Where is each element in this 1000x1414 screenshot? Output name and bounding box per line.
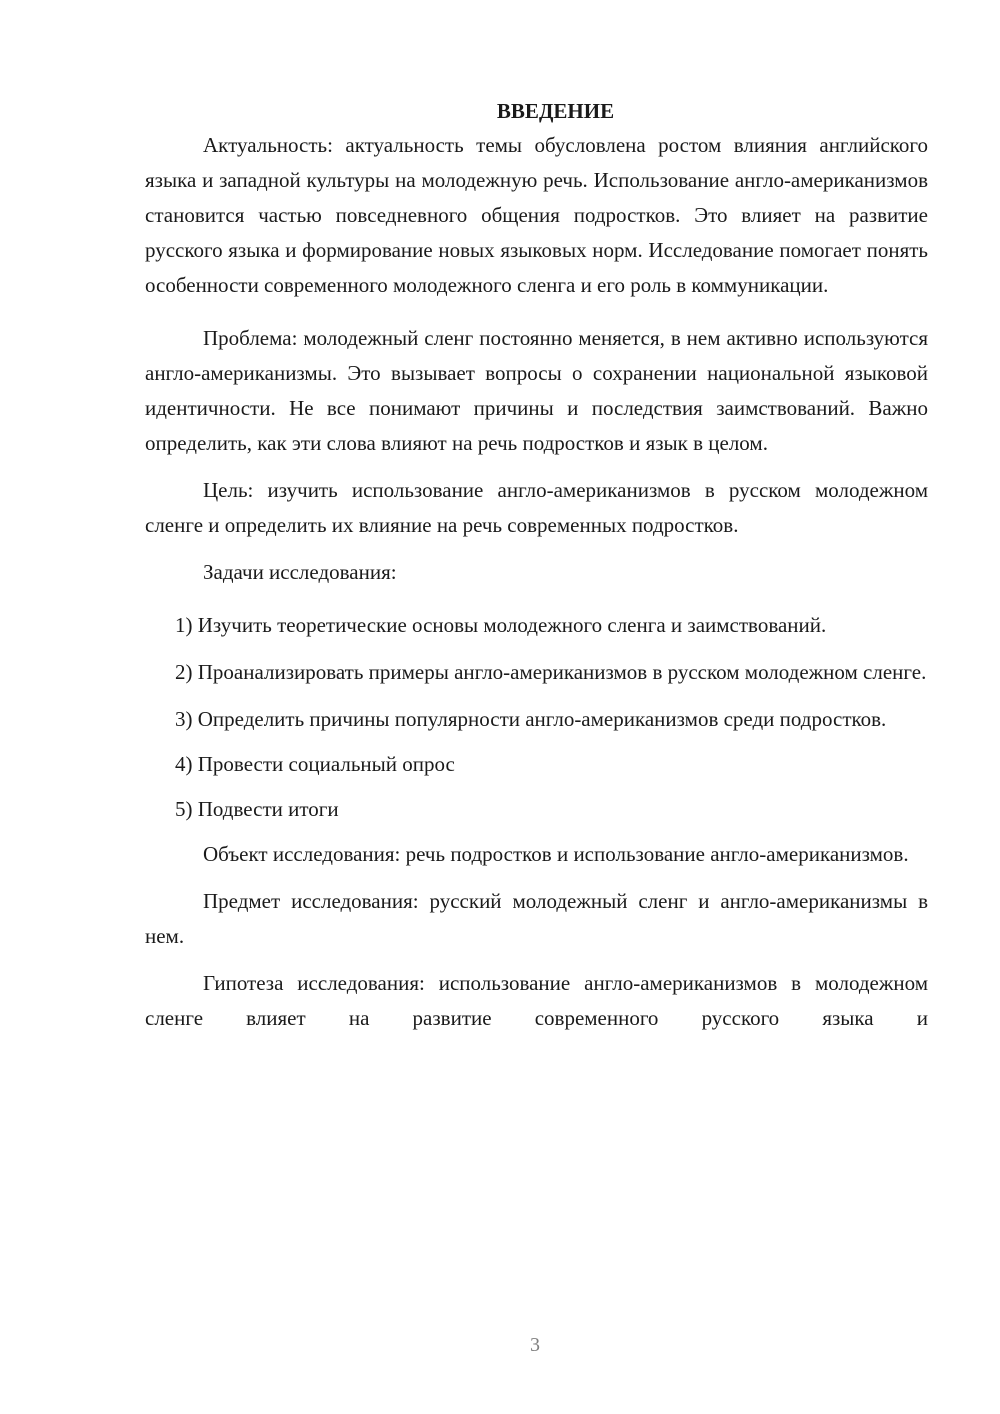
object-paragraph: Объект исследования: речь подростков и использование англо-американизмов. [203, 842, 909, 866]
relevance-paragraph: Актуальность: актуальность темы обусловлена ростом влияния английского языка и западной культуры на молодежную речь. Использование англо-американизмов становится частью повседневного общения подростков. Это влияет на развитие русского языка и формирование новых языковых норм. Исследование помогает понять особенности современного молодежного сленга и его роль в коммуникации. [145, 133, 928, 297]
subject-paragraph: Предмет исследования: русский молодежный сленг и англо-американизмы в нем. [145, 889, 928, 948]
section-heading: ВВЕДЕНИЕ [496, 99, 615, 123]
hypothesis-paragraph: Гипотеза исследования: использование англо-американизмов в молодежном сленге влияет на развитие современного русского языка и [145, 971, 928, 1030]
goal-paragraph: Цель: изучить использование англо-американизмов в русском молодежном сленге и определить их влияние на речь современных подростков. [145, 478, 928, 537]
task-item-3: 3) Определить причины популярности англо-американизмов среди подростков. [175, 707, 887, 731]
page-number: 3 [530, 1334, 540, 1356]
tasks-title: Задачи исследования: [203, 560, 397, 584]
task-item-1: 1) Изучить теоретические основы молодежного сленга и заимствований. [175, 613, 827, 637]
task-item-2: 2) Проанализировать примеры англо-американизмов в русском молодежном сленге. [175, 660, 927, 684]
task-item-4: 4) Провести социальный опрос [175, 752, 455, 776]
problem-paragraph: Проблема: молодежный сленг постоянно меняется, в нем активно используются англо-американизмы. Это вызывает вопросы о сохранении национальной языковой идентичности. Не все понимают причины и последствия заимствований. Важно определить, как эти слова влияют на речь подростков и язык в целом. [145, 326, 928, 455]
task-item-5: 5) Подвести итоги [175, 797, 339, 821]
